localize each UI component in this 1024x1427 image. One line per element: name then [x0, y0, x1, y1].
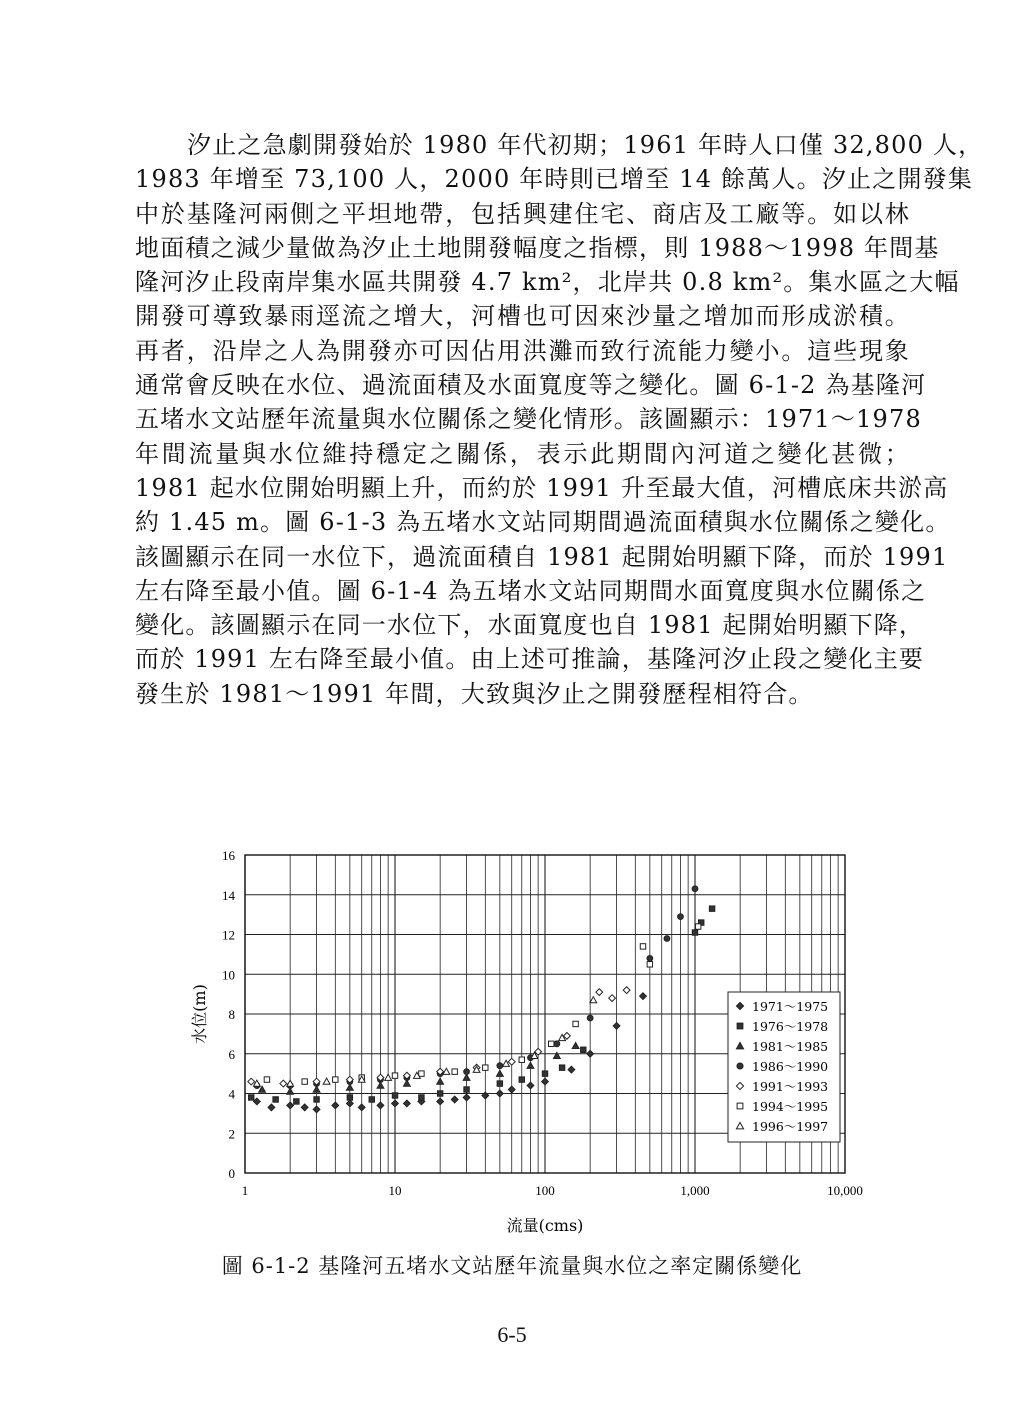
data-point: [609, 995, 616, 1002]
data-point: [403, 1100, 410, 1107]
data-point: [452, 1069, 457, 1074]
data-point: [497, 1063, 503, 1069]
paragraph-line: 年間流量與水位維持穩定之關係，表示此期間內河道之變化甚微；: [135, 439, 910, 468]
data-point: [419, 1071, 424, 1076]
data-point: [464, 1087, 469, 1092]
paragraph-line: 五堵水文站歷年流量與水位關係之變化情形。該圖顯示：1971～1978: [135, 405, 922, 434]
data-point: [323, 1078, 330, 1084]
data-point: [437, 1078, 444, 1084]
data-point: [451, 1096, 458, 1103]
data-point: [253, 1098, 260, 1105]
data-point: [568, 1066, 575, 1073]
paragraph-line: 地面積之減少量做為汐止土地開發幅度之指標，則 1988～1998 年間基: [135, 233, 940, 262]
paragraph-line: 開發可導致暴雨逕流之增大，河槽也可因來沙量之增加而形成淤積。: [135, 302, 910, 331]
y-tick-label: 4: [228, 1086, 235, 1102]
y-tick-label: 12: [222, 927, 235, 943]
figure-caption: 圖 6-1-2 基隆河五堵水文站歷年流量與水位之率定關係變化: [221, 1254, 803, 1278]
data-point: [333, 1077, 338, 1082]
x-tick-label: 100: [535, 1183, 555, 1198]
data-point: [573, 1021, 578, 1026]
data-point: [248, 1095, 253, 1100]
data-point: [496, 1070, 503, 1076]
legend-label: 1996～1997: [752, 1119, 829, 1134]
data-point: [664, 936, 670, 942]
data-point: [587, 1050, 594, 1057]
y-tick-label: 16: [222, 848, 235, 863]
data-point: [692, 930, 697, 935]
data-point: [678, 914, 684, 920]
data-point: [313, 1086, 320, 1092]
y-tick-label: 14: [222, 887, 235, 903]
data-point: [527, 1062, 534, 1068]
data-point: [559, 1065, 564, 1070]
data-point: [496, 1090, 503, 1097]
data-point: [248, 1078, 255, 1085]
x-tick-label: 10: [388, 1183, 402, 1198]
data-point: [483, 1065, 488, 1070]
paragraph-line: 該圖顯示在同一水位下，過流面積自 1981 起開始明顯下降，而於 1991: [135, 542, 949, 571]
data-point: [301, 1104, 308, 1111]
data-point: [508, 1058, 515, 1065]
data-point: [369, 1097, 374, 1102]
data-point: [463, 1074, 470, 1080]
data-point: [542, 1078, 549, 1085]
data-point: [596, 989, 603, 996]
data-point: [346, 1084, 353, 1090]
legend-label: 1986～1990: [752, 1059, 829, 1074]
legend-label: 1971～1975: [752, 999, 829, 1014]
paragraph-line: 通常會反映在水位、過流面積及水面寬度等之變化。圖 6-1-2 為基隆河: [135, 371, 927, 400]
data-point: [613, 1023, 620, 1030]
paragraph-line: 而於 1991 左右降至最小值。由上述可推論，基隆河汐止段之變化主要: [135, 645, 925, 674]
stage-discharge-chart: [180, 840, 870, 1240]
data-point: [437, 1098, 444, 1105]
data-point: [314, 1097, 319, 1102]
x-tick-label: 1: [241, 1183, 249, 1198]
y-tick-label: 10: [222, 967, 235, 983]
data-point: [392, 1100, 399, 1107]
data-point: [437, 1091, 442, 1096]
data-point: [346, 1100, 353, 1107]
legend-label: 1991～1993: [752, 1079, 829, 1094]
paragraph-line: 1983 年增至 73,100 人，2000 年時則已增至 14 餘萬人。汐止之開發集: [135, 165, 974, 194]
data-point: [403, 1080, 410, 1086]
paragraph-line: 1981 起水位開始明顯上升，而約於 1991 升至最大值，河槽底床共淤高: [135, 473, 949, 502]
data-point: [294, 1099, 299, 1104]
data-point: [358, 1104, 365, 1111]
data-point: [464, 1069, 470, 1075]
data-point: [640, 993, 647, 1000]
paragraph-line: 隆河汐止段南岸集水區共開發 4.7 km²，北岸共 0.8 km²。集水區之大幅: [135, 268, 960, 297]
data-point: [548, 1041, 553, 1046]
x-tick-label: 10,000: [827, 1183, 863, 1198]
legend-marker: [737, 1063, 743, 1069]
data-point: [527, 1082, 534, 1089]
paragraph-line: 發生於 1981～1991 年間，大致與汐止之開發歷程相符合。: [135, 679, 814, 708]
x-tick-label: 1,000: [680, 1183, 710, 1198]
data-point: [419, 1095, 424, 1100]
data-point: [347, 1095, 352, 1100]
y-tick-label: 2: [228, 1126, 235, 1142]
body-paragraph: [135, 128, 984, 711]
data-point: [443, 1068, 450, 1074]
data-point: [572, 1042, 579, 1048]
legend-label: 1994～1995: [752, 1099, 829, 1114]
data-point: [287, 1102, 294, 1109]
legend-marker: [737, 1103, 743, 1109]
paragraph-line: 左右降至最小值。圖 6-1-4 為五堵水文站同期間水面寬度與水位關係之: [135, 576, 927, 605]
legend-marker: [737, 1023, 743, 1029]
y-axis-label: 水位(m): [190, 984, 209, 1044]
data-point: [519, 1057, 524, 1062]
paragraph-line: 約 1.45 m。圖 6-1-3 為五堵水文站同期間過流面積與水位關係之變化。: [135, 508, 951, 537]
data-point: [581, 1047, 586, 1052]
data-point: [692, 886, 698, 892]
data-point: [553, 1052, 560, 1058]
data-point: [623, 987, 630, 994]
data-point: [497, 1081, 502, 1086]
data-point: [463, 1094, 470, 1101]
page-number: 6-5: [497, 1322, 527, 1347]
data-point: [392, 1073, 397, 1078]
data-point: [587, 1015, 593, 1021]
data-point: [695, 924, 700, 929]
legend-label: 1981～1985: [752, 1039, 829, 1054]
data-point: [640, 944, 645, 949]
y-tick-label: 6: [228, 1046, 235, 1062]
data-point: [377, 1102, 384, 1109]
paragraph-line: 變化。該圖顯示在同一水位下，水面寬度也自 1981 起開始明顯下降，: [135, 611, 925, 640]
paragraph-line: 汐止之急劇開發始於 1980 年代初期；1961 年時人口僅 32,800 人，: [187, 131, 984, 159]
data-point: [542, 1071, 547, 1076]
data-point: [709, 906, 714, 911]
data-point: [377, 1082, 384, 1088]
x-axis-label: 流量(cms): [506, 1216, 584, 1235]
data-point: [590, 997, 597, 1003]
data-point: [554, 1041, 560, 1047]
y-tick-label: 0: [228, 1166, 235, 1181]
data-point: [508, 1086, 515, 1093]
paragraph-line: 再者，沿岸之人為開發亦可因佔用洪灘而致行流能力變小。這些現象: [135, 336, 910, 365]
data-point: [647, 962, 652, 967]
y-tick-label: 8: [228, 1007, 235, 1022]
data-point: [268, 1104, 275, 1111]
data-point: [313, 1106, 320, 1113]
data-point: [273, 1097, 278, 1102]
data-point: [392, 1093, 397, 1098]
data-point: [385, 1074, 392, 1080]
data-point: [519, 1077, 524, 1082]
data-point: [280, 1080, 287, 1087]
data-point: [302, 1079, 307, 1084]
legend-label: 1976～1978: [752, 1019, 829, 1034]
data-point: [264, 1077, 269, 1082]
data-point: [287, 1088, 294, 1094]
data-point: [332, 1102, 339, 1109]
paragraph-line: 中於基隆河兩側之平坦地帶，包括興建住宅、商店及工廠等。如以林: [135, 199, 910, 228]
data-point: [647, 955, 653, 961]
